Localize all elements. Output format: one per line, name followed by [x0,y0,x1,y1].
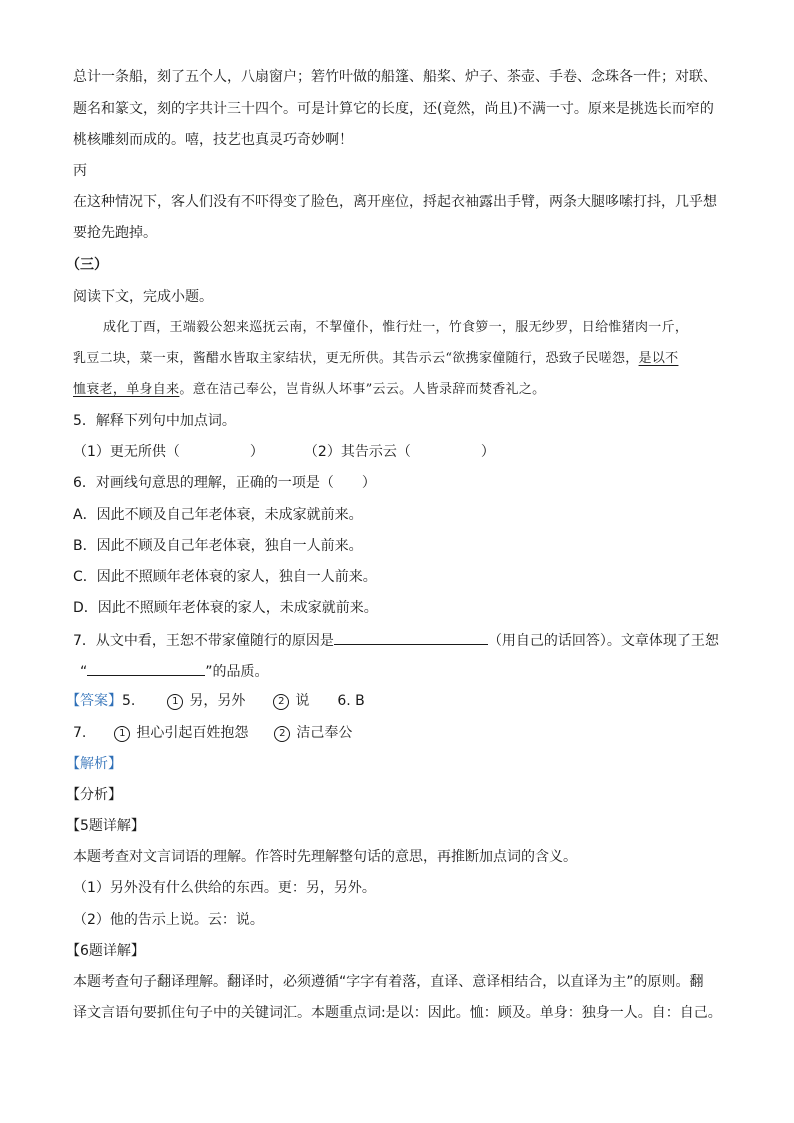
q5-items [73,443,495,461]
answer-q5-2: 说 [295,693,310,709]
answer-q5-num: 5. [122,693,136,709]
circled-number-2: 2 [274,726,290,742]
section-3-instruction: 阅读下文，完成小题。 [73,289,213,305]
circled-number-1: 1 [167,694,183,710]
q5-item-1-label: （1）更无所供（ [73,444,180,460]
q6-option-c: C．因此不照顾年老体衰的家人，独自一人前来。 [73,569,377,585]
passage-yi-line-3: 桃核雕刻而成的。嘻，技艺也真灵巧奇妙啊！ [73,132,353,148]
analysis-fenxi: 【分析】 [66,787,122,803]
passage-bing-line-2: 要抢先跑掉。 [73,225,157,241]
passage-bing-label: 丙 [73,163,87,179]
q6-stem: 6．对画线句意思的理解，正确的一项是（ ） [73,475,376,491]
q5-detail-heading: 【5题详解】 [66,818,145,834]
q5-detail-item-1: （1）另外没有什么供给的东西。更：另，另外。 [73,880,376,896]
classical-text-line-1: 成化丁酉，王端毅公恕来巡抚云南，不挈僮仆，惟行灶一，竹食箩一，服无纱罗，日给惟猪肉一斤， [103,320,689,335]
passage-bing-line-1: 在这种情况下，客人们没有不吓得变了脸色，离开座位，捋起衣袖露出手臂，两条大腿哆嗦打抖，几乎想 [73,194,717,210]
q7-quote-open: “ [80,664,88,680]
q6-detail-line-2: 译文言语句要抓住句子中的关键词汇。本题重点词:是以：因此。恤：顾及。单身：独身一人。自：自己。 [73,1005,722,1021]
circled-number-2: 2 [273,694,289,710]
classical-text-line-2-plain: 乳豆二块，菜一束，酱醋水皆取主家结状，更无所供。其告示云“欲携家僮随行，恐致子民嗟怨， [73,351,639,366]
q6-detail-heading: 【6题详解】 [66,943,145,959]
underlined-sentence-part-1: 是以不 [638,351,679,366]
q7-stem-b: （用自己的话回答）。文章体现了王恕 [487,633,719,649]
answer-line-1 [66,692,365,710]
q5-detail-item-2: （2）他的告示上说。云：说。 [73,912,264,928]
q5-item-1-close: ） [249,444,264,460]
q7-stem-a: 7．从文中看，王恕不带家僮随行的原因是 [73,633,334,649]
passage-yi-line-2: 题名和篆文，刻的字共计三十四个。可是计算它的长度，还(竟然，尚且)不满一寸。原来是挑选长而窄的 [73,101,714,117]
answer-label: 【答案】 [66,693,122,709]
analysis-label: 【解析】 [66,756,122,772]
answer-q6: 6. B [337,693,365,709]
q5-stem: 5．解释下列句中加点词。 [73,413,236,429]
q7-quote-close: ”的品质。 [205,664,269,680]
q5-item-2-label: （2）其告示云（ [303,444,411,460]
q5-item-2-close: ） [480,444,495,460]
circled-number-1: 1 [114,726,130,742]
q7-blank-1[interactable] [334,630,488,645]
answer-q7-2: 洁己奉公 [296,725,353,741]
classical-text-line-3-plain: 。意在洁己奉公，岂肯纵人坏事”云云。人皆录辞而焚香礼之。 [179,382,546,397]
answer-q7-1: 担心引起百姓抱怨 [136,725,249,741]
q5-detail-intro: 本题考查对文言词语的理解。作答时先理解整句话的意思，再推断加点词的含义。 [73,849,577,865]
q7-stem-line-1 [73,630,719,650]
q7-stem-line-2 [80,661,269,681]
q6-option-d: D．因此不照顾年老体衰的家人，未成家就前来。 [73,600,378,616]
answer-q7-num: 7. [73,725,87,741]
answer-q5-1: 另，另外 [189,693,246,709]
classical-text-line-3 [73,381,545,399]
q6-detail-line-1: 本题考查句子翻译理解。翻译时，必须遵循“字字有着落，直译、意译相结合，以直译为主”的原则。翻 [73,974,704,990]
classical-text-line-2 [73,350,678,368]
q7-blank-2[interactable] [87,661,205,676]
q6-option-b: B．因此不顾及自己年老体衰，独自一人前来。 [73,538,363,554]
q6-option-a: A．因此不顾及自己年老体衰，未成家就前来。 [73,507,363,523]
passage-yi-line-1: 总计一条船，刻了五个人，八扇窗户；箬竹叶做的船篷、船桨、炉子、茶壶、手卷、念珠各一件；对联、 [73,69,717,85]
answer-line-2 [73,724,352,742]
section-3-heading: （三） [66,257,108,273]
underlined-sentence-part-2: 恤衰老，单身自来 [73,382,180,397]
